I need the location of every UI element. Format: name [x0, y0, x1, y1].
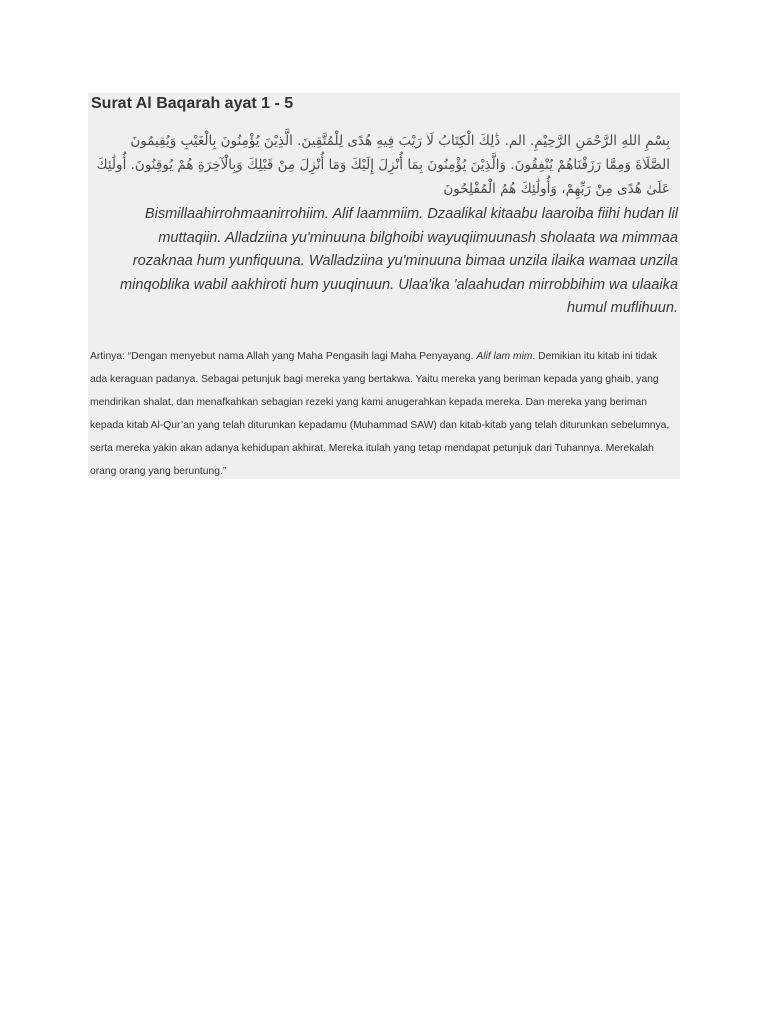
arabic-verse-text: بِسْمِ اللهِ الرَّحْمَنِ الرَّحِيْمِ. الم. ذَٰلِكَ الْكِتَابُ لَا رَيْبَ فِيهِ هُدًى لِلْمُتَّقِينَ. الَّذِيْنَ يُؤْمِنُونَ بِالْغَيْبِ وَيُقِيمُونَ الصَّلَاةَ وَمِمَّا رَزَقْنَاهُمْ يُنْفِقُونَ. وَالَّذِيْنَ يُؤْمِنُونَ بِمَا أُنْزِلَ إِلَيْكَ وَمَا أُنْزِلَ مِنْ قَبْلِكَ وَبِالْآخِرَةِ هُمْ يُوقِنُونَ. أُولَٰئِكَ عَلَىٰ هُدًى مِنْ رَبِّهِمْ، وَأُولَٰئِكَ هُمُ الْمُفْلِحُونَ: [96, 133, 670, 197]
translation-paragraph: [90, 345, 672, 483]
content-panel: [88, 93, 680, 479]
page-title: Surat Al Baqarah ayat 1 - 5: [91, 95, 294, 112]
translation-text-end: . Demikian itu kitab ini tidak ada keraguan padanya. Sebagai petunjuk bagi mereka yang bertakwa. Yaitu mereka yang beriman kepada yang ghaib, yang mendirikan shalat, dan menafkahkan sebagian rezeki yang kami anugerahkan kepada mereka. Dan mereka yang beriman kepada kitab Al-Qur’an yang telah diturunkan kepadamu (Muhammad SAW) dan kitab-kitab yang telah diturunkan sebelumnya, serta mereka yakin akan adanya kehidupan akhirat. Mereka itulah yang tetap mendapat petunjuk dari Tuhannya. Merekalah orang orang yang beruntung.”: [90, 351, 670, 477]
translation-italic-phrase: Alif lam mim: [476, 351, 533, 362]
transliteration-text: Bismillaahirrohmaanirrohiim. Alif laammiim. Dzaalikal kitaabu laaroiba fiihi hudan lil muttaqiin. Alladziina yu'minuuna bilghoibi wayuqiimuunash sholaata wa mimmaa rozaknaa hum yunfiquuna. Walladziina yu'minuuna bimaa unzila ilaika wamaa unzila minqoblika wabil aakhiroti hum yuuqinuun. Ulaa'ika 'alaahudan mirrobbihim wa ulaaika humul muflihuun.: [119, 206, 678, 316]
translation-text-start: Artinya: “Dengan menyebut nama Allah yang Maha Pengasih lagi Maha Penyayang.: [90, 351, 477, 362]
